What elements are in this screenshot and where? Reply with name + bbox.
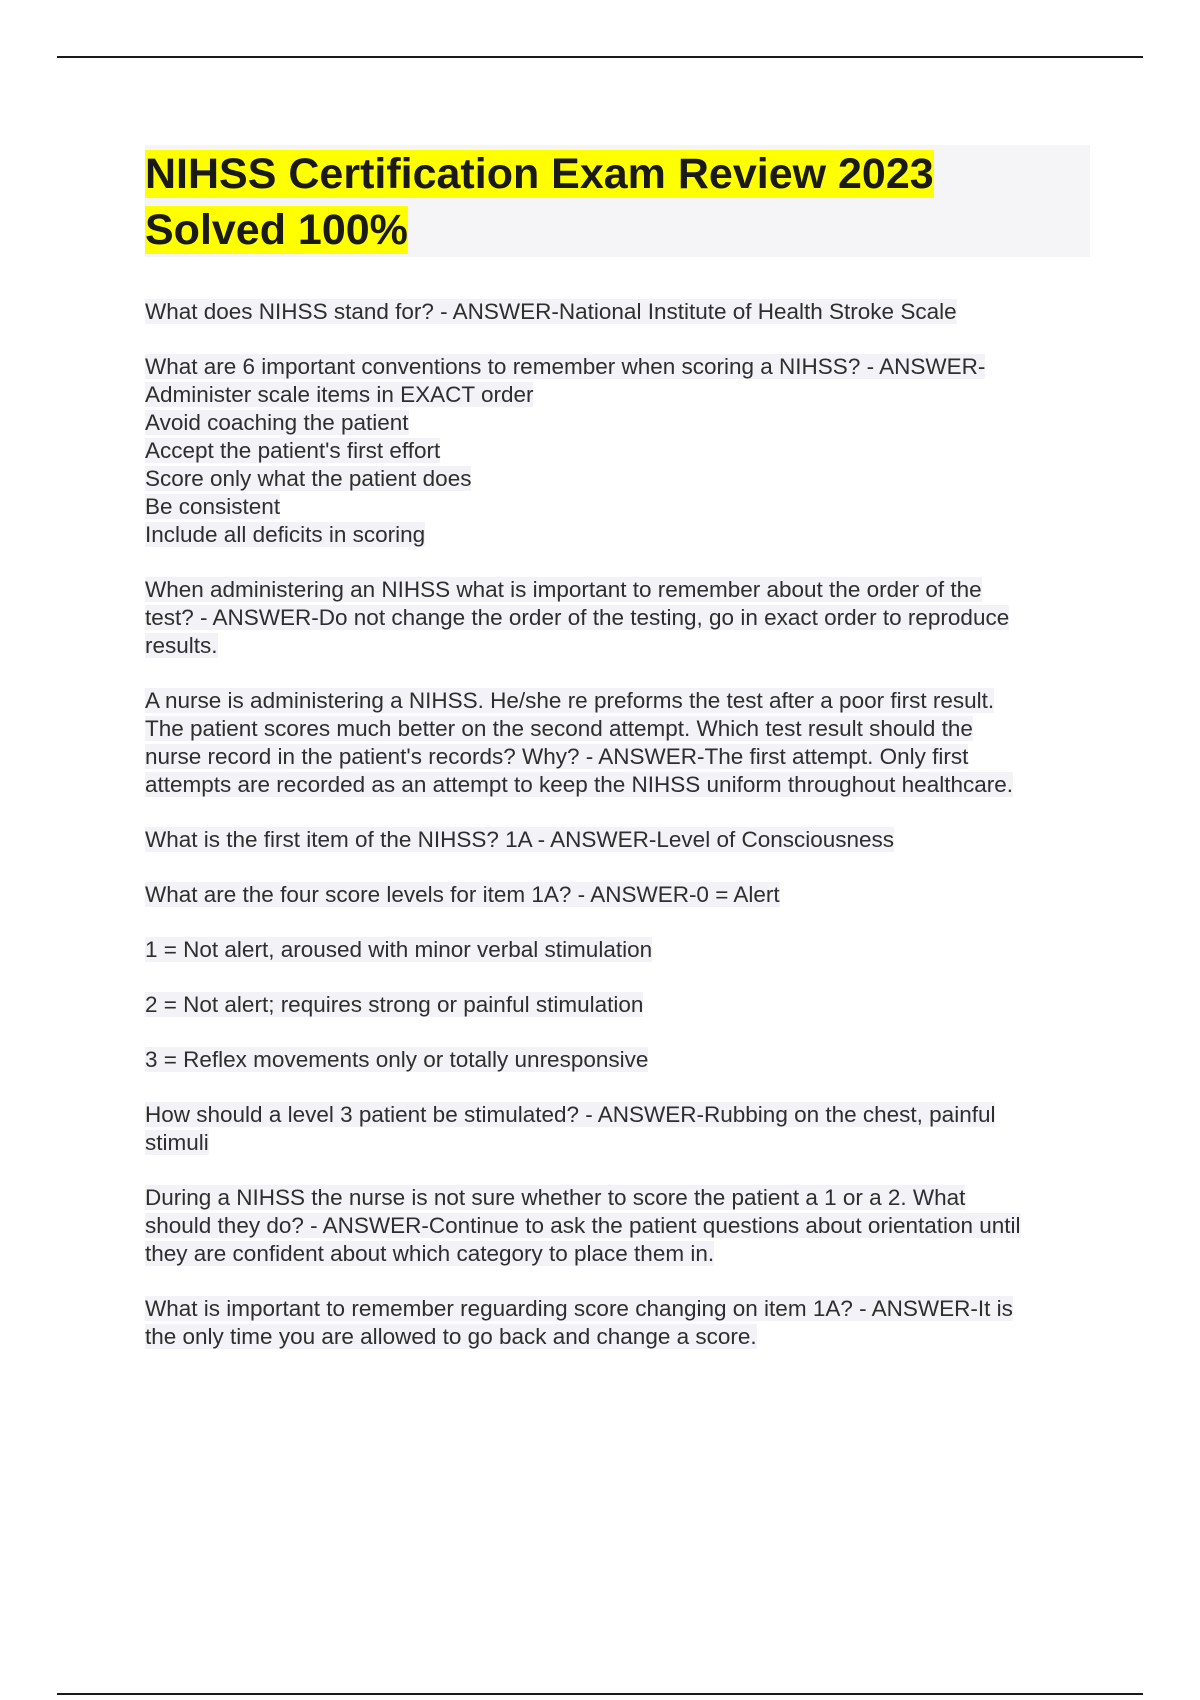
qa-line-text: Accept the patient's first effort [145, 438, 441, 463]
qa-line [145, 1323, 1090, 1351]
qa-line-text: During a NIHSS the nurse is not sure whether to score the patient a 1 or a 2. What [145, 1185, 966, 1210]
qa-line-text: What is important to remember reguarding score changing on item 1A? - ANSWER-It is [145, 1296, 1013, 1321]
qa-line-text: they are confident about which category to place them in. [145, 1241, 715, 1266]
qa-line [145, 1129, 1090, 1157]
qa-line [145, 409, 1090, 437]
title-line-1: NIHSS Certification Exam Review 2023 [145, 150, 934, 198]
qa-line [145, 1240, 1090, 1268]
qa-line-text: What are 6 important conventions to remember when scoring a NIHSS? - ANSWER- [145, 354, 986, 379]
qa-line-text: Score only what the patient does [145, 466, 472, 491]
qa-line-text: What does NIHSS stand for? - ANSWER-National Institute of Health Stroke Scale [145, 299, 957, 324]
qa-item [145, 991, 1090, 1019]
qa-line-text: should they do? - ANSWER-Continue to ask the patient questions about orientation until [145, 1213, 1021, 1238]
qa-line [145, 1212, 1090, 1240]
qa-line [145, 381, 1090, 409]
qa-item [145, 1101, 1090, 1157]
qa-line-text: 2 = Not alert; requires strong or painful stimulation [145, 992, 644, 1017]
bottom-rule [57, 1693, 1143, 1695]
qa-line-text: nurse record in the patient's records? Why? - ANSWER-The first attempt. Only first [145, 744, 969, 769]
qa-line-text: Avoid coaching the patient [145, 410, 409, 435]
qa-line-text: Be consistent [145, 494, 281, 519]
qa-item [145, 298, 1090, 326]
qa-line-text: What is the first item of the NIHSS? 1A - ANSWER-Level of Consciousness [145, 827, 895, 852]
qa-line-text: 1 = Not alert, aroused with minor verbal stimulation [145, 937, 653, 962]
qa-line [145, 521, 1090, 549]
qa-line-text: Administer scale items in EXACT order [145, 382, 534, 407]
qa-line [145, 604, 1090, 632]
qa-line-text: stimuli [145, 1130, 209, 1155]
qa-line [145, 1295, 1090, 1323]
qa-line [145, 1046, 1090, 1074]
qa-line-text: When administering an NIHSS what is important to remember about the order of the [145, 577, 982, 602]
qa-list [145, 298, 1090, 1351]
top-rule [57, 56, 1143, 58]
qa-line [145, 353, 1090, 381]
title-line-2: Solved 100% [145, 206, 408, 254]
qa-line [145, 936, 1090, 964]
qa-line [145, 991, 1090, 1019]
qa-line-text: How should a level 3 patient be stimulated? - ANSWER-Rubbing on the chest, painful [145, 1102, 996, 1127]
document-title [145, 145, 1090, 258]
qa-line [145, 298, 1090, 326]
qa-line [145, 632, 1090, 660]
qa-line [145, 493, 1090, 521]
qa-item [145, 1046, 1090, 1074]
qa-line-text: The patient scores much better on the second attempt. Which test result should the [145, 716, 973, 741]
qa-item [145, 881, 1090, 909]
qa-item [145, 826, 1090, 854]
qa-item [145, 353, 1090, 549]
qa-line-text: the only time you are allowed to go back and change a score. [145, 1324, 757, 1349]
qa-line [145, 881, 1090, 909]
qa-line [145, 771, 1090, 799]
qa-line-text: attempts are recorded as an attempt to keep the NIHSS uniform throughout healthcare. [145, 772, 1013, 797]
qa-line [145, 1184, 1090, 1212]
document-page [145, 145, 1090, 1378]
qa-item [145, 936, 1090, 964]
qa-line-text: test? - ANSWER-Do not change the order of the testing, go in exact order to reproduce [145, 605, 1010, 630]
qa-line-text: What are the four score levels for item 1A? - ANSWER-0 = Alert [145, 882, 780, 907]
qa-line [145, 1101, 1090, 1129]
qa-line [145, 743, 1090, 771]
qa-item [145, 1184, 1090, 1268]
qa-line-text: results. [145, 633, 218, 658]
qa-item [145, 687, 1090, 799]
qa-line [145, 437, 1090, 465]
qa-line [145, 826, 1090, 854]
title-block [145, 145, 1090, 257]
qa-line-text: A nurse is administering a NIHSS. He/she re preforms the test after a poor first result. [145, 688, 995, 713]
qa-line-text: 3 = Reflex movements only or totally unresponsive [145, 1047, 649, 1072]
qa-line [145, 687, 1090, 715]
qa-line-text: Include all deficits in scoring [145, 522, 426, 547]
qa-line [145, 715, 1090, 743]
qa-item [145, 1295, 1090, 1351]
qa-line [145, 576, 1090, 604]
qa-line [145, 465, 1090, 493]
qa-item [145, 576, 1090, 660]
